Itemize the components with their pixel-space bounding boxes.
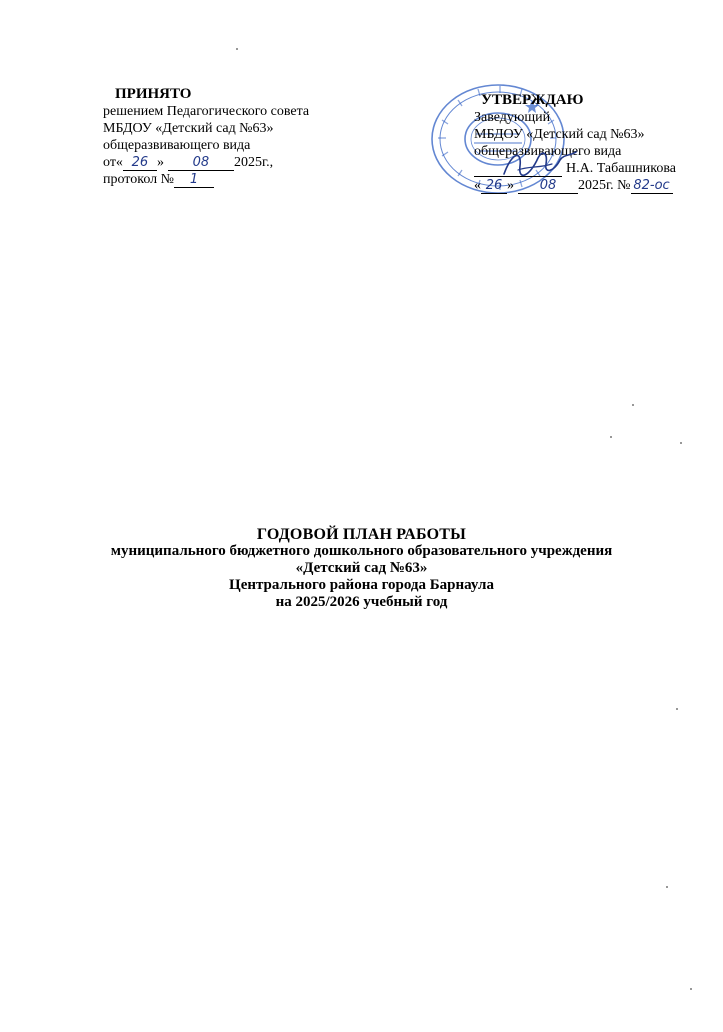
- approve-date-month: 08: [518, 179, 578, 194]
- approve-heading: УТВЕРЖДАЮ: [481, 92, 584, 108]
- accepted-date-prefix: от«: [103, 155, 123, 170]
- accepted-protocol-number: 1: [174, 173, 214, 188]
- approve-date-day: 26: [481, 179, 507, 194]
- scan-speck: [676, 708, 678, 710]
- scan-speck: [632, 404, 634, 406]
- scan-speck: [236, 48, 238, 50]
- scan-speck: [680, 442, 682, 444]
- handwritten-signature-icon: [500, 146, 580, 182]
- document-title-block: [0, 526, 723, 611]
- accepted-line-type: общеразвивающего вида: [103, 138, 251, 153]
- accepted-line-institution: МБДОУ «Детский сад №63»: [103, 121, 274, 136]
- scan-speck: [666, 886, 668, 888]
- accepted-line-council: решением Педагогического совета: [103, 104, 310, 119]
- accepted-protocol-prefix: протокол №: [103, 172, 174, 187]
- title-kindergarten-line: «Детский сад №63»: [295, 560, 428, 576]
- approve-signer-name: Н.А. Табашникова: [566, 161, 676, 176]
- approve-line-institution: МБДОУ «Детский сад №63»: [474, 127, 645, 142]
- scan-speck: [690, 988, 692, 990]
- title-district-line: Центрального района города Барнаула: [229, 577, 494, 593]
- title-institution-line: муниципального бюджетного дошкольного образовательного учреждения: [110, 543, 613, 559]
- title-year-line: на 2025/2026 учебный год: [275, 594, 448, 610]
- accepted-date-year: 2025г.,: [233, 155, 274, 170]
- accepted-heading: ПРИНЯТО: [115, 86, 192, 102]
- approve-order-number: 82-ос: [631, 179, 673, 194]
- approve-date-year: 2025г. №: [578, 178, 631, 193]
- accepted-protocol-line: [103, 171, 343, 188]
- approve-line-type: общеразвивающего вида: [474, 144, 622, 159]
- approve-line-position: Заведующий: [474, 110, 551, 125]
- approve-date-mid: »: [507, 178, 514, 193]
- accepted-date-mid: »: [156, 155, 164, 170]
- accepted-date-line: [103, 154, 343, 171]
- document-title: ГОДОВОЙ ПЛАН РАБОТЫ: [256, 526, 467, 543]
- accepted-block: [103, 86, 343, 188]
- approve-date-open: «: [474, 178, 481, 193]
- accepted-date-day: 26: [123, 156, 157, 171]
- scan-speck: [610, 436, 612, 438]
- accepted-date-month: 08: [168, 156, 234, 171]
